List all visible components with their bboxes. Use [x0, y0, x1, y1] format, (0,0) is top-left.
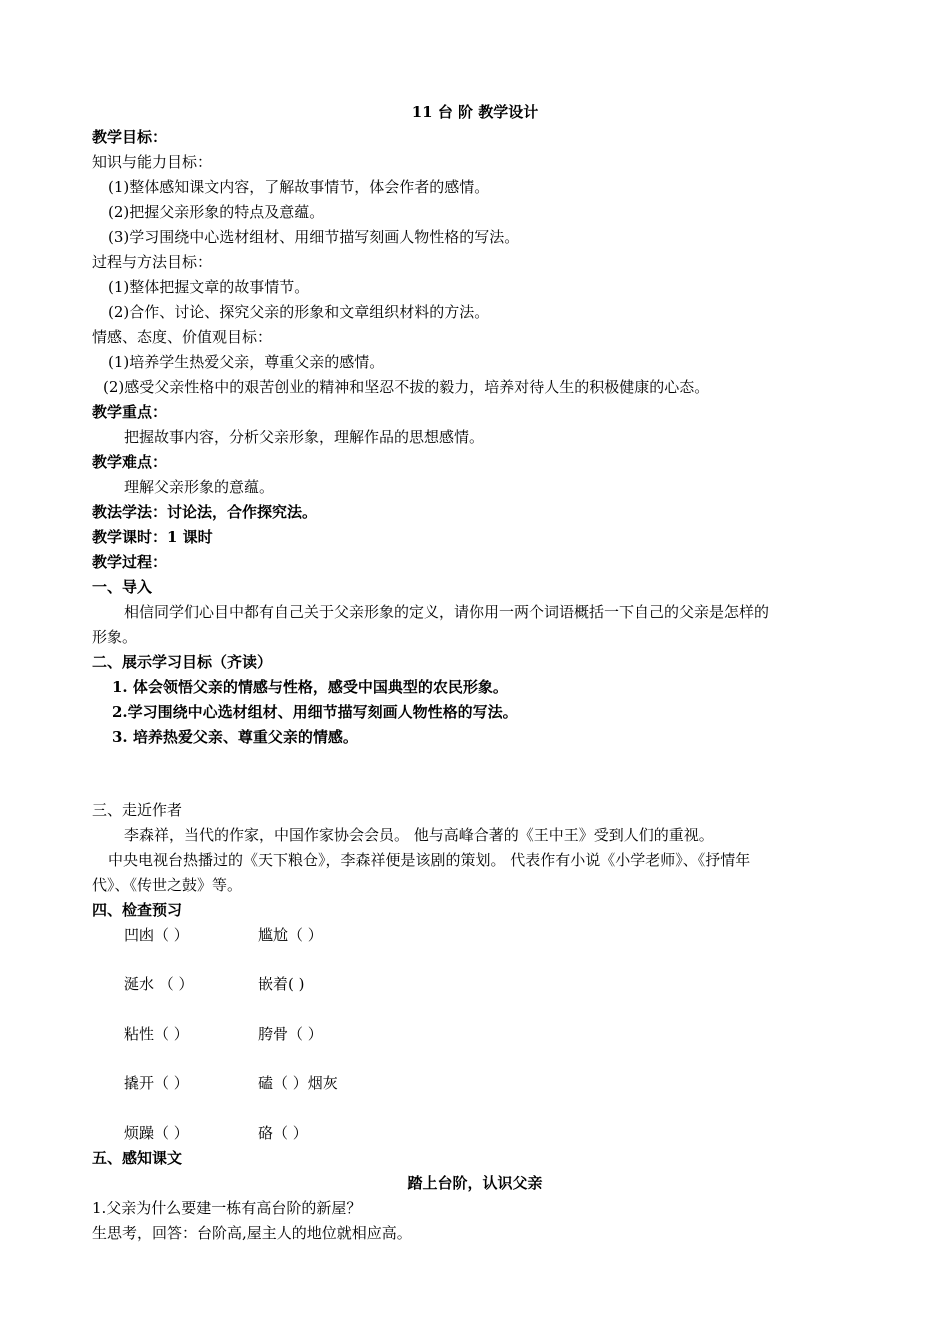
vocab-item: 烦躁（ ）	[124, 1124, 189, 1142]
vocab-item: 磕（ ）烟灰	[258, 1074, 338, 1092]
section-1-text: 形象。	[92, 628, 138, 646]
document-title: 11 台 阶 教学设计	[411, 103, 539, 121]
answer-text: 生思考，回答：台阶高,屋主人的地位就相应高。	[92, 1224, 412, 1242]
emotion-item: (2)感受父亲性格中的艰苦创业的精神和坚忍不拔的毅力，培养对待人生的积极健康的心态。	[103, 378, 710, 396]
section-5-subtitle: 踏上台阶，认识父亲	[407, 1174, 543, 1192]
emotion-item: (1)培养学生热爱父亲，尊重父亲的感情。	[108, 353, 385, 371]
process-item: (2)合作、讨论、探究父亲的形象和文章组织材料的方法。	[108, 303, 490, 321]
knowledge-item: (3)学习围绕中心选材组材、用细节描写刻画人物性格的写法。	[108, 228, 520, 246]
learning-goal-item: 2.学习围绕中心选材组材、用细节描写刻画人物性格的写法。	[112, 703, 518, 721]
teaching-hours: 教学课时：1 课时	[92, 528, 213, 546]
vocab-item: 凹凼（ ）	[124, 926, 189, 944]
section-3-heading: 三、走近作者	[92, 801, 183, 819]
learning-goal-item: 3. 培养热爱父亲、尊重父亲的情感。	[112, 728, 358, 746]
question-text: 1.父亲为什么要建一栋有高台阶的新屋？	[92, 1199, 362, 1217]
section-1-text: 相信同学们心目中都有自己关于父亲形象的定义，请你用一两个词语概括一下自己的父亲是怎样的	[124, 603, 770, 621]
section-5-heading: 五、感知课文	[92, 1149, 183, 1167]
vocab-item: 嵌着( )	[258, 975, 305, 993]
author-line: 中央电视台热播过的《天下粮仓》，李森祥便是该剧的策划。 代表作有小说《小学老师》、《抒情年	[108, 851, 751, 869]
knowledge-item: (1)整体感知课文内容，了解故事情节，体会作者的感情。	[108, 178, 490, 196]
vocab-item: 硌（ ）	[258, 1124, 308, 1142]
teaching-process-heading: 教学过程：	[92, 553, 168, 571]
vocab-item: 撬开（ ）	[124, 1074, 189, 1092]
knowledge-item: (2)把握父亲形象的特点及意蕴。	[108, 203, 325, 221]
vocab-item: 涎水 （ ）	[124, 975, 194, 993]
vocab-item: 胯骨（ ）	[258, 1025, 323, 1043]
process-item: (1)整体把握文章的故事情节。	[108, 278, 310, 296]
section-2-heading: 二、展示学习目标（齐读）	[92, 653, 273, 671]
section-4-heading: 四、检查预习	[92, 901, 183, 919]
emotion-heading: 情感、态度、价值观目标：	[92, 328, 273, 346]
author-line: 代》、《传世之鼓》等。	[92, 876, 243, 894]
vocab-item: 粘性（ ）	[124, 1025, 189, 1043]
learning-goal-item: 1. 体会领悟父亲的情感与性格，感受中国典型的农民形象。	[112, 678, 508, 696]
process-method-heading: 过程与方法目标：	[92, 253, 213, 271]
teaching-methods: 教法学法：讨论法，合作探究法。	[92, 503, 318, 521]
difficulty-heading: 教学难点：	[92, 453, 168, 471]
vocab-item: 尴尬（ ）	[258, 926, 323, 944]
key-point-heading: 教学重点：	[92, 403, 168, 421]
author-line: 李森祥，当代的作家，中国作家协会会员。 他与高峰合著的《王中王》受到人们的重视。	[124, 826, 714, 844]
objectives-heading: 教学目标：	[92, 128, 168, 146]
knowledge-heading: 知识与能力目标：	[92, 153, 213, 171]
difficulty-text: 理解父亲形象的意蕴。	[124, 478, 275, 496]
section-1-heading: 一、导入	[92, 578, 153, 596]
key-point-text: 把握故事内容，分析父亲形象，理解作品的思想感情。	[124, 428, 485, 446]
